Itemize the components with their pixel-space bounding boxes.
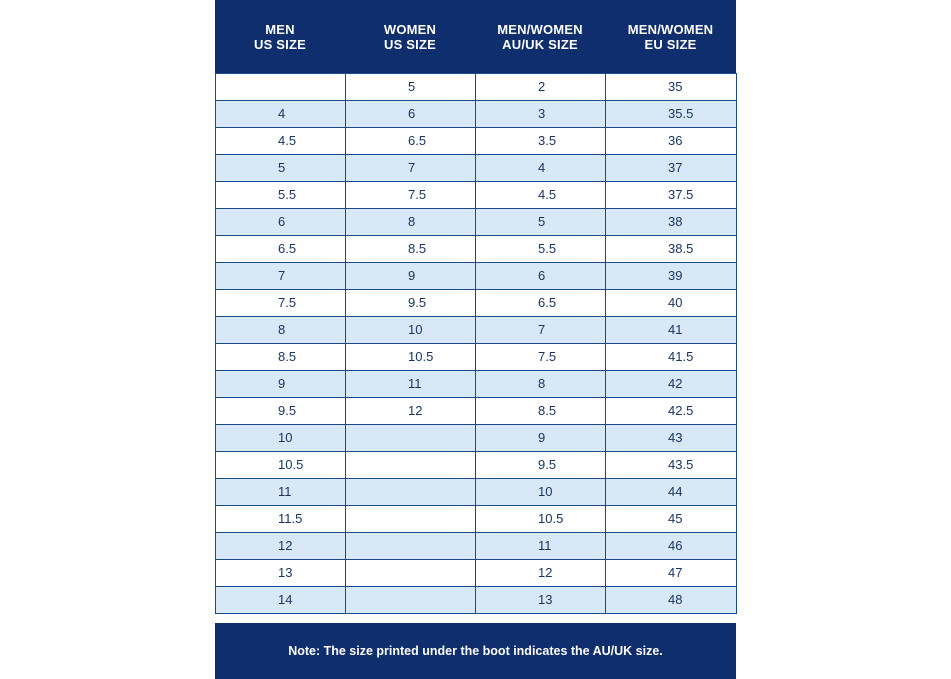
table-row: [216, 506, 737, 533]
table-cell: 42: [606, 371, 737, 398]
table-row: [216, 425, 737, 452]
header-line2: US SIZE: [384, 37, 436, 52]
table-cell: 38.5: [606, 236, 737, 263]
table-row: [216, 398, 737, 425]
table-cell: 45: [606, 506, 737, 533]
header-au-uk: [475, 0, 605, 73]
table-cell: 9.5: [346, 290, 476, 317]
table-row: [216, 263, 737, 290]
table-cell: 10.5: [346, 344, 476, 371]
table-cell: 3: [476, 101, 606, 128]
table-cell: 8.5: [476, 398, 606, 425]
table-row: [216, 560, 737, 587]
table-cell: 37.5: [606, 182, 737, 209]
table-cell: 10.5: [476, 506, 606, 533]
table-cell: 7.5: [476, 344, 606, 371]
header-line1: WOMEN: [383, 22, 437, 37]
header-eu: [605, 0, 736, 73]
table-row: [216, 128, 737, 155]
header-women-us: [345, 0, 475, 73]
table-cell: 8: [346, 209, 476, 236]
table-cell: 4: [216, 101, 346, 128]
table-row: [216, 209, 737, 236]
table-cell: 38: [606, 209, 737, 236]
header-line2: US SIZE: [254, 37, 306, 52]
table-row: [216, 344, 737, 371]
table-cell: 4.5: [476, 182, 606, 209]
table-cell: 8.5: [216, 344, 346, 371]
table-row: [216, 587, 737, 614]
table-cell: 7: [216, 263, 346, 290]
table-cell: 7: [346, 155, 476, 182]
size-chart: [215, 0, 736, 679]
table-cell: 43: [606, 425, 737, 452]
table-cell: 9: [216, 371, 346, 398]
table-cell: 43.5: [606, 452, 737, 479]
table-cell: 12: [216, 533, 346, 560]
table-cell: 10: [476, 479, 606, 506]
table-cell: 11: [216, 479, 346, 506]
header-men-us: [215, 0, 345, 73]
table-cell: 13: [216, 560, 346, 587]
table-header: [215, 0, 736, 73]
table-cell: 41: [606, 317, 737, 344]
header-line1: MEN/WOMEN: [497, 22, 583, 37]
table-cell: 6: [216, 209, 346, 236]
table-cell: 11.5: [216, 506, 346, 533]
table-row: [216, 371, 737, 398]
table-cell: [346, 452, 476, 479]
table-cell: [346, 587, 476, 614]
table-cell: 7: [476, 317, 606, 344]
header-line2: EU SIZE: [644, 37, 697, 52]
table-cell: 35: [606, 74, 737, 101]
table-cell: 6.5: [346, 128, 476, 155]
table-cell: 12: [346, 398, 476, 425]
table-cell: 10: [346, 317, 476, 344]
table-cell: 6: [476, 263, 606, 290]
table-cell: 12: [476, 560, 606, 587]
table-cell: 13: [476, 587, 606, 614]
table-cell: 3.5: [476, 128, 606, 155]
header-line2: AU/UK SIZE: [502, 37, 578, 52]
table-cell: 42.5: [606, 398, 737, 425]
table-cell: 47: [606, 560, 737, 587]
table-cell: 39: [606, 263, 737, 290]
table-cell: 10: [216, 425, 346, 452]
table-cell: 6: [346, 101, 476, 128]
table-cell: 9: [476, 425, 606, 452]
table-cell: 9.5: [476, 452, 606, 479]
table-cell: 8: [216, 317, 346, 344]
table-cell: 8: [476, 371, 606, 398]
table-cell: 5.5: [216, 182, 346, 209]
note-text: Note: The size printed under the boot indicates the AU/UK size.: [288, 644, 663, 658]
table-cell: 4: [476, 155, 606, 182]
table-row: [216, 317, 737, 344]
table-cell: [216, 74, 346, 101]
table-cell: 40: [606, 290, 737, 317]
table-cell: 9.5: [216, 398, 346, 425]
table-cell: 4.5: [216, 128, 346, 155]
table-cell: 41.5: [606, 344, 737, 371]
header-line1: MEN/WOMEN: [627, 22, 714, 37]
table-cell: [346, 479, 476, 506]
table-row: [216, 182, 737, 209]
table-row: [216, 479, 737, 506]
table-cell: 8.5: [346, 236, 476, 263]
size-table: [215, 73, 737, 614]
table-cell: 10.5: [216, 452, 346, 479]
table-cell: [346, 560, 476, 587]
table-cell: 5: [346, 74, 476, 101]
table-cell: [346, 425, 476, 452]
table-cell: 5: [216, 155, 346, 182]
table-cell: 6.5: [476, 290, 606, 317]
table-cell: 14: [216, 587, 346, 614]
table-cell: 46: [606, 533, 737, 560]
table-row: [216, 101, 737, 128]
table-cell: 7.5: [216, 290, 346, 317]
table-cell: 11: [346, 371, 476, 398]
table-row: [216, 290, 737, 317]
note-banner: [215, 623, 736, 679]
header-line1: MEN: [265, 22, 295, 37]
table-cell: 9: [346, 263, 476, 290]
table-cell: 6.5: [216, 236, 346, 263]
table-cell: 2: [476, 74, 606, 101]
table-row: [216, 155, 737, 182]
table-cell: 44: [606, 479, 737, 506]
table-cell: 35.5: [606, 101, 737, 128]
table-row: [216, 74, 737, 101]
table-cell: 37: [606, 155, 737, 182]
table-cell: [346, 506, 476, 533]
table-cell: [346, 533, 476, 560]
table-cell: 48: [606, 587, 737, 614]
table-cell: 5.5: [476, 236, 606, 263]
table-cell: 5: [476, 209, 606, 236]
table-row: [216, 452, 737, 479]
table-row: [216, 533, 737, 560]
table-cell: 11: [476, 533, 606, 560]
table-cell: 7.5: [346, 182, 476, 209]
table-cell: 36: [606, 128, 737, 155]
table-row: [216, 236, 737, 263]
